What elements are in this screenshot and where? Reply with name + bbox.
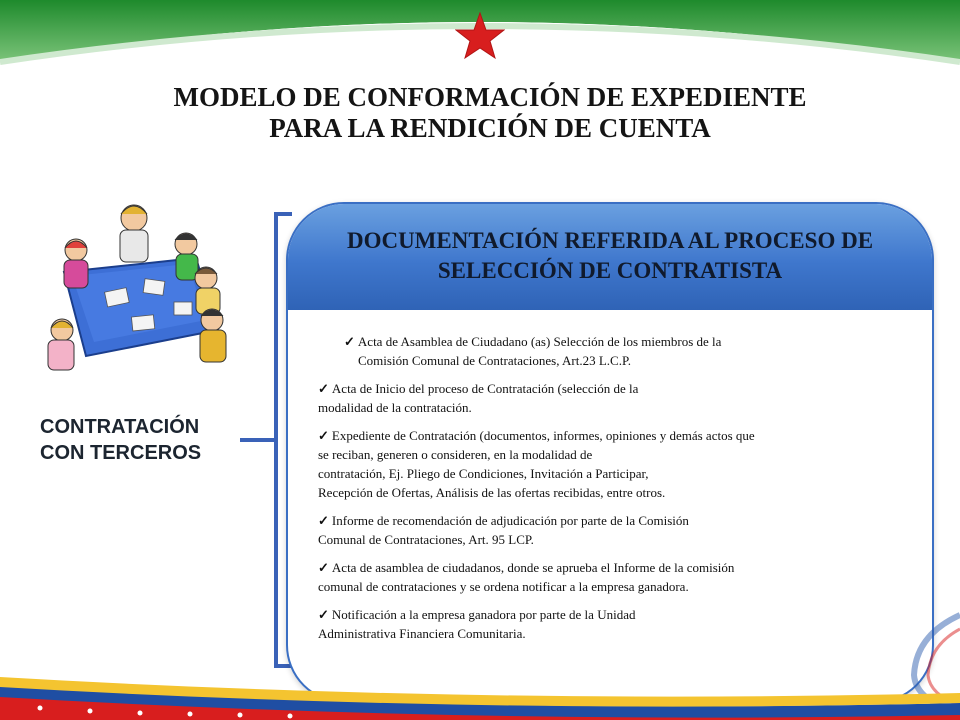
- flag-ribbon: [0, 675, 960, 720]
- section-label-line-1: CONTRATACIÓN: [40, 416, 200, 438]
- document-list: [318, 332, 903, 652]
- document-item-line: [318, 483, 903, 502]
- document-item-text: Recepción de Ofertas, Análisis de las ofertas recibidas, entre otros.: [318, 485, 666, 500]
- document-item: [318, 379, 903, 417]
- checkmark-icon: ✓: [318, 560, 329, 575]
- document-item-line: [318, 577, 903, 596]
- card-title-line-2: SELECCIÓN DE CONTRATISTA: [437, 258, 783, 283]
- document-item-line: [318, 605, 903, 624]
- document-item-text: Expediente de Contratación (documentos, informes, opiniones y demás actos que: [331, 428, 755, 443]
- document-item-text: Administrativa Financiera Comunitaria.: [318, 626, 526, 641]
- document-item: [318, 332, 903, 370]
- document-item-line: [344, 351, 903, 370]
- document-item: [318, 605, 903, 643]
- document-item-text: Acta de Asamblea de Ciudadano (as) Selección de los miembros de la: [357, 334, 722, 349]
- document-item: [318, 426, 903, 502]
- checkmark-icon: ✓: [318, 607, 329, 622]
- document-item-text: Notificación a la empresa ganadora por parte de la Unidad: [331, 607, 636, 622]
- card-title: [288, 226, 932, 286]
- document-item-line: [318, 464, 903, 483]
- document-item-line: [318, 426, 903, 445]
- document-item-line: [318, 398, 903, 417]
- checkmark-icon: ✓: [318, 381, 329, 396]
- document-item-text: modalidad de la contratación.: [318, 400, 472, 415]
- document-item-line: [344, 332, 903, 351]
- meeting-illustration: [36, 180, 242, 380]
- section-label-line-2: CON TERCEROS: [40, 442, 202, 464]
- document-item-text: Acta de asamblea de ciudadanos, donde se aprueba el Informe de la comisión: [331, 560, 735, 575]
- document-item-line: [318, 511, 903, 530]
- documentation-card: [286, 202, 934, 703]
- section-label: [40, 414, 250, 466]
- document-item-text: comunal de contrataciones y se ordena notificar a la empresa ganadora.: [318, 579, 689, 594]
- document-item-text: Informe de recomendación de adjudicación por parte de la Comisión: [331, 513, 689, 528]
- page-title: [120, 82, 860, 144]
- document-item-text: Comunal de Contrataciones, Art. 95 LCP.: [318, 532, 534, 547]
- red-star-icon: [455, 12, 505, 60]
- document-item-line: [318, 379, 903, 398]
- page-title-line-2: PARA LA RENDICIÓN DE CUENTA: [269, 113, 711, 143]
- document-item: [318, 558, 903, 596]
- document-item: [318, 511, 903, 549]
- document-item-line: [318, 624, 903, 643]
- document-item-line: [318, 530, 903, 549]
- document-item-line: [318, 558, 903, 577]
- document-item-text: se reciban, generen o consideren, en la modalidad de: [318, 447, 593, 462]
- card-title-line-1: DOCUMENTACIÓN REFERIDA AL PROCESO DE: [346, 228, 874, 253]
- document-item-text: Comisión Comunal de Contrataciones, Art.23 L.C.P.: [358, 353, 631, 368]
- checkmark-icon: ✓: [318, 428, 329, 443]
- page-title-line-1: MODELO DE CONFORMACIÓN DE EXPEDIENTE: [173, 82, 807, 112]
- document-item-line: [318, 445, 903, 464]
- checkmark-icon: ✓: [344, 334, 355, 349]
- document-item-text: Acta de Inicio del proceso de Contratación (selección de la: [331, 381, 639, 396]
- checkmark-icon: ✓: [318, 513, 329, 528]
- document-item-text: contratación, Ej. Pliego de Condiciones, Invitación a Participar,: [318, 466, 649, 481]
